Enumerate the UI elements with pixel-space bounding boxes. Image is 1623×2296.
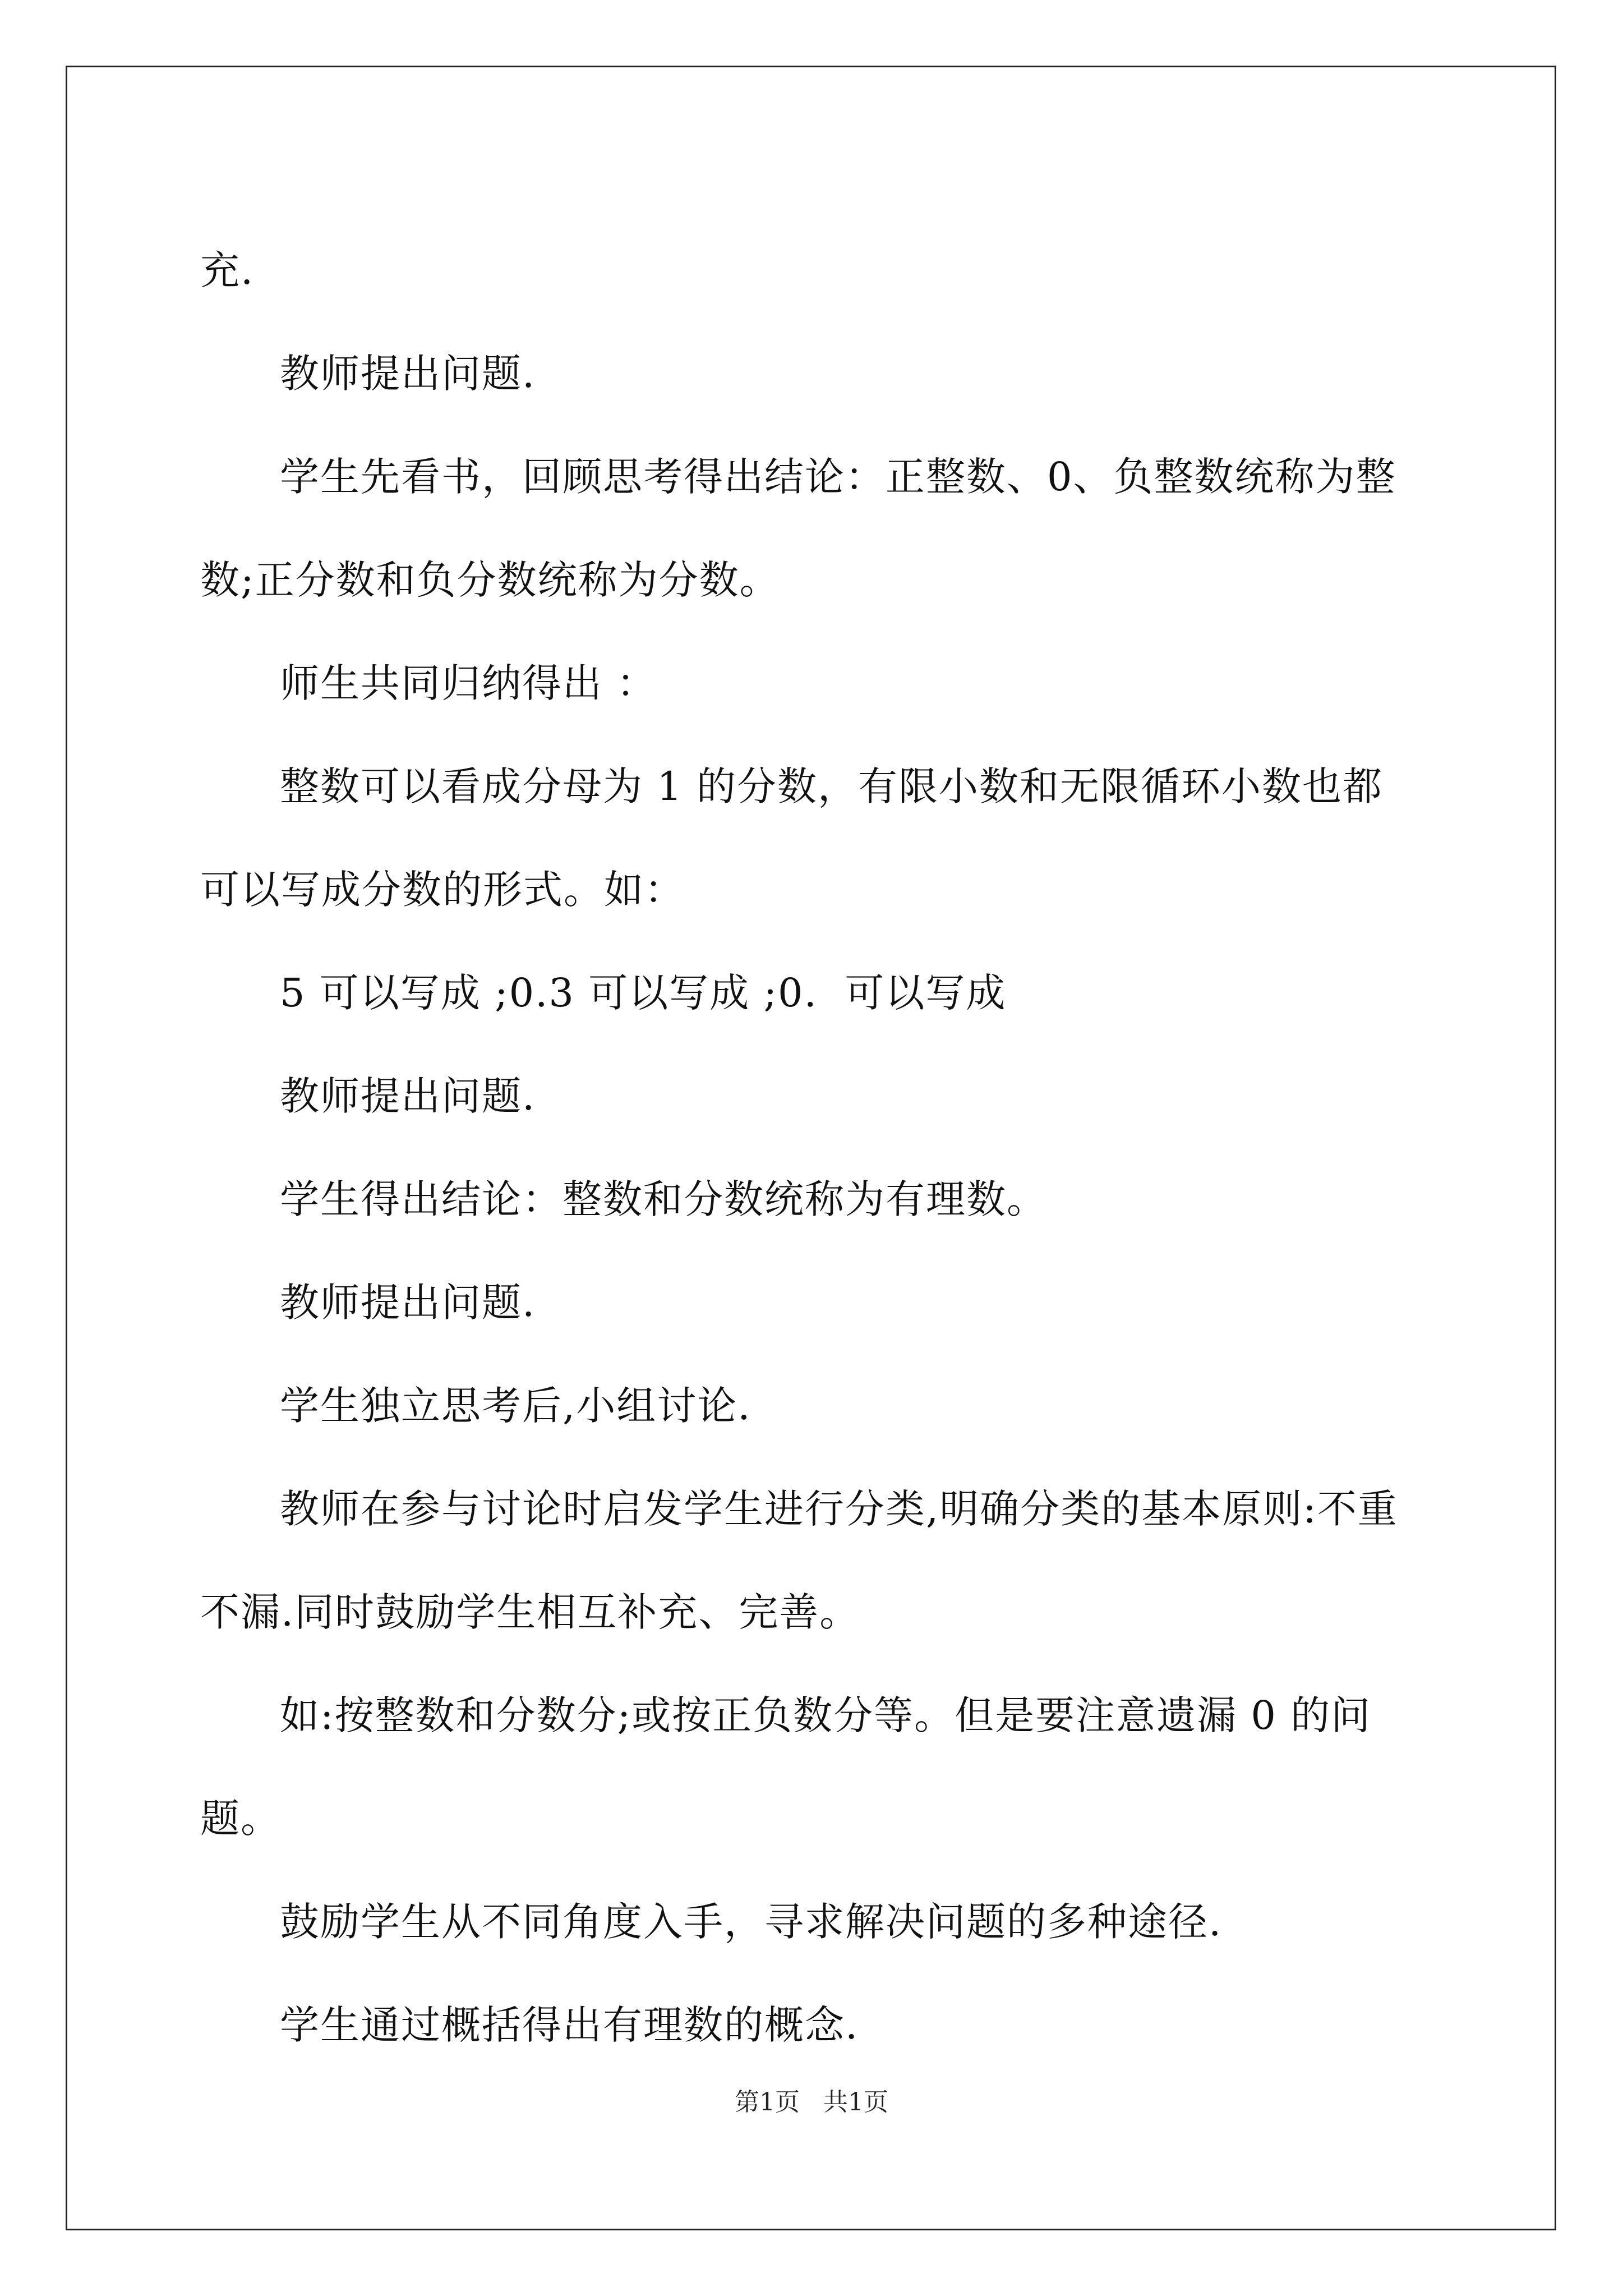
page-footer: 第1页 共1页 (735, 2088, 888, 2116)
paragraph: 教师提出问题. (280, 1280, 536, 1326)
paragraph: 教师提出问题. (280, 1073, 536, 1119)
paragraph: 学生得出结论：整数和分数统称为有理数。 (280, 1176, 1047, 1222)
paragraph: 教师提出问题. (280, 351, 536, 397)
paragraph: 5 可以写成 ;0.3 可以写成 ;0. 可以写成 (280, 970, 1007, 1016)
paragraph: 整数可以看成分母为 1 的分数，有限小数和无限循环小数也都可以写成分数的形式。如： (200, 763, 1384, 913)
paragraph: 师生共同归纳得出 ： (280, 660, 657, 706)
paragraph: 学生独立思考后,小组讨论. (280, 1383, 751, 1429)
document-body (200, 219, 1423, 2077)
paragraph: 学生先看书，回顾思考得出结论：正整数、0、负整数统称为整数;正分数和负分数统称为分数。 (200, 454, 1396, 603)
paragraph: 学生通过概括得出有理数的概念. (280, 2002, 859, 2048)
paragraph: 如:按整数和分数分;或按正负数分等。但是要注意遗漏 0 的问题。 (200, 1692, 1372, 1842)
paragraph: 教师在参与讨论时启发学生进行分类,明确分类的基本原则:不重不漏.同时鼓励学生相互补充、完善。 (200, 1486, 1398, 1635)
paragraph: 充. (200, 247, 255, 293)
paragraph: 鼓励学生从不同角度入手，寻求解决问题的多种途径. (280, 1899, 1223, 1945)
